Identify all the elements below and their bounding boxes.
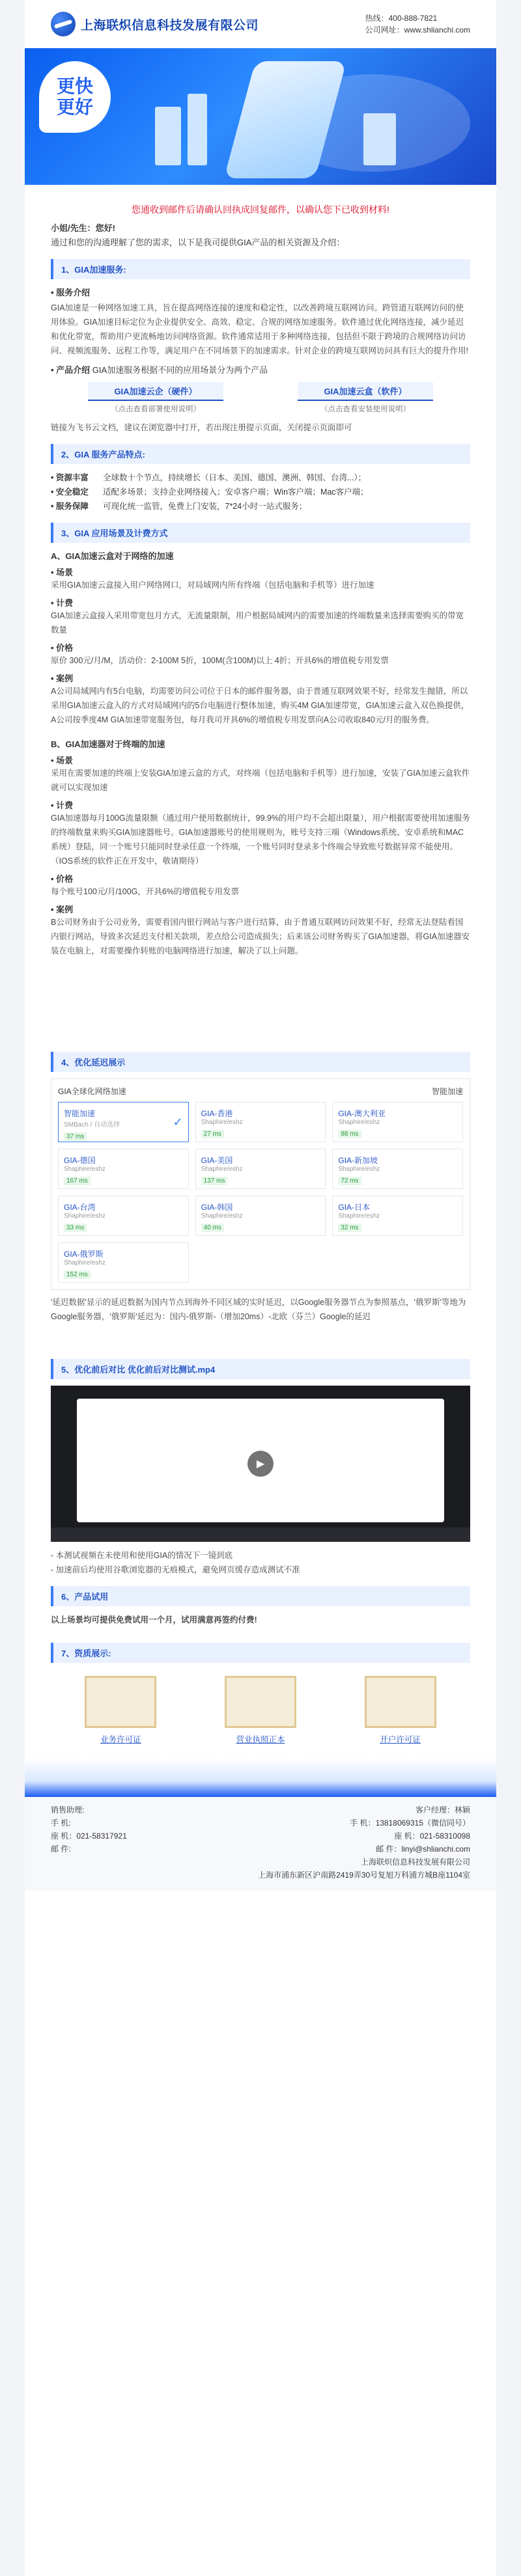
label: • 场景 bbox=[51, 568, 74, 577]
latency-badge: 40 ms bbox=[201, 1224, 224, 1232]
product-links bbox=[51, 382, 470, 414]
node-name: GIA-俄罗斯 bbox=[64, 1250, 104, 1259]
header-contact bbox=[365, 12, 470, 36]
node-name: GIA-台湾 bbox=[64, 1203, 96, 1212]
scenario-b-case: B公司财务由于公司业务，需要看国内银行网站与客户进行结算，由于普通互联网访问效果不好，经常无法登陆看国内银行网站，导致多次延迟支付相关款项，差点给公司造成损失；后来该公司财务购买了GIA加速器，将GIA加速器安装在电脑上，对需要操作转账的电脑网络进行加速，解决了以上问题。 bbox=[51, 918, 470, 955]
feature-row: • 资源丰富 全球数十个节点，持续增长（日本、美国、德国、澳洲、韩国、台湾...）； bbox=[51, 473, 367, 482]
scenario-b-title: B、GIA加速器对于终端的加速 bbox=[51, 739, 165, 749]
link-tip: 链接为飞书云文档，建议在浏览器中打开，若出现注册提示页面，关闭提示页面即可 bbox=[51, 423, 352, 432]
greeting: 小姐/先生：您好! bbox=[51, 223, 115, 233]
label: • 价格 bbox=[51, 643, 74, 653]
certificate-image bbox=[365, 1676, 436, 1728]
latency-badge: 32 ms bbox=[338, 1224, 361, 1232]
product-intro-title: • 产品介绍 GIA加速服务根据不同的应用场景分为两个产品 bbox=[51, 365, 268, 375]
latency-badge: 33 ms bbox=[64, 1224, 87, 1232]
node-sub: Shaphire/eshz bbox=[64, 1213, 106, 1220]
scenario-a-bill: GIA加速云盒接入采用带宽包月方式，无流量限制，用户根据局域网内的需要加速的终端数量来选择需要购买的带宽数量 bbox=[51, 611, 464, 635]
logo-icon bbox=[51, 12, 76, 36]
cert-label[interactable]: 开户许可证 bbox=[380, 1735, 421, 1744]
node-card[interactable] bbox=[195, 1102, 326, 1142]
building-shape bbox=[155, 107, 181, 165]
node-name: GIA-美国 bbox=[201, 1156, 233, 1165]
spacer bbox=[51, 958, 470, 1043]
cert-charter[interactable] bbox=[225, 1676, 296, 1745]
scenario-a-title: A、GIA加速云盒对于网络的加速 bbox=[51, 551, 174, 561]
hotline: 热线：400-888-7821 bbox=[365, 14, 438, 23]
label: • 计费 bbox=[51, 801, 74, 810]
email-page bbox=[25, 0, 496, 2576]
video-note-1: - 本测试视频在未使用和使用GIA的情况下一镜到底 bbox=[51, 1551, 233, 1560]
service-intro-text: GIA加速是一种网络加速工具，旨在提高网络连接的速度和稳定性，以改善跨境互联网访问。跨管道互联网访问的使用体验。GIA加速目标定位为企业提供安全、高效、稳定、合规的网络加速服务。软件通过优化网络连接，减少延迟和优化带宽，帮助用户更流畅地访问网络资源。软件通常适用于多种网络连接，包括但不限于跨境的合规网络访问访问、视频流服务、远程工作等，满足用户在不同场景下的加速需求。针对企业的跨境互联网访问具有巨大的提升作用! bbox=[51, 303, 468, 355]
slogan-line-2: 更好 bbox=[56, 97, 93, 117]
section-1-title: 1、GIA加速服务: bbox=[51, 259, 470, 279]
section-5-title[interactable]: 5、优化前后对比 优化前后对比测试.mp4 bbox=[51, 1359, 470, 1379]
node-name: GIA-德国 bbox=[64, 1156, 96, 1165]
product-link-hardware bbox=[88, 382, 223, 414]
node-sub: Shaphire/eshz bbox=[64, 1259, 106, 1267]
node-sub: SMBach / 自动选择 bbox=[64, 1121, 120, 1129]
manager-name: 客户经理：林颖 bbox=[415, 1805, 470, 1815]
sales-mail: 邮 件: bbox=[51, 1844, 71, 1854]
latency-badge: 137 ms bbox=[201, 1177, 228, 1185]
play-icon[interactable]: ▶ bbox=[247, 1451, 274, 1477]
label: • 案例 bbox=[51, 905, 74, 914]
footer-right bbox=[258, 1803, 470, 1882]
feature-row: • 服务保障 可现化统一监管，免费上门安装，7*24小时一站式服务； bbox=[51, 502, 307, 511]
sales-phone: 手 机: bbox=[51, 1818, 71, 1828]
manager-tel: 座 机：021-58310098 bbox=[394, 1831, 470, 1841]
building-shape bbox=[363, 113, 396, 165]
slogan-bubble bbox=[39, 61, 111, 133]
cert-label[interactable]: 业务许可证 bbox=[100, 1735, 141, 1744]
node-card[interactable] bbox=[332, 1196, 463, 1236]
service-intro-title: • 服务介绍 bbox=[51, 288, 91, 297]
node-sub: Shaphire/eshz bbox=[338, 1166, 380, 1173]
latency-badge: 167 ms bbox=[64, 1177, 91, 1185]
node-card[interactable] bbox=[58, 1149, 189, 1189]
latency-badge: 72 ms bbox=[338, 1177, 361, 1185]
footer bbox=[25, 1797, 496, 1891]
label: • 价格 bbox=[51, 874, 74, 884]
website-link[interactable]: 公司网址：www.shlianchi.com bbox=[365, 25, 470, 34]
label: • 计费 bbox=[51, 598, 74, 608]
node-sub: Shaphire/eshz bbox=[338, 1119, 380, 1126]
latency-badge: 27 ms bbox=[201, 1130, 224, 1138]
node-name: 智能加速 bbox=[64, 1109, 96, 1118]
company-name: 上海联炽信息科技发展有限公司 bbox=[81, 18, 259, 33]
hardware-link[interactable]: GIA加速云企（硬件） bbox=[88, 382, 223, 401]
screenshot-header bbox=[58, 1086, 463, 1097]
section-7-title: 7、资质展示: bbox=[51, 1643, 470, 1663]
scenario-b-price: 每个账号100元/月/100G，开具6%的增值税专用发票 bbox=[51, 887, 239, 896]
node-name: GIA-澳大利亚 bbox=[338, 1109, 386, 1118]
latency-note: '延迟数据'显示的延迟数据为国内节点到海外不同区域的实时延迟，以Google服务器节点为参照基点，'俄罗斯'等地为Google服务器，'俄罗斯'延迟为：国内-俄罗斯-（增加20ms）-北欧（芬兰）Google的延迟 bbox=[51, 1298, 466, 1321]
footer-wave bbox=[25, 1758, 496, 1797]
scenario-a-scene: 采用GIA加速云盒接入用户网络网口，对局域网内所有终端（包括电脑和手机等）进行加速 bbox=[51, 581, 374, 590]
product-link-software bbox=[298, 382, 432, 414]
node-card[interactable] bbox=[195, 1149, 326, 1189]
node-name: GIA-新加坡 bbox=[338, 1156, 378, 1165]
cert-bank[interactable] bbox=[365, 1676, 436, 1745]
company-logo bbox=[51, 12, 259, 36]
screenshot-mode: 智能加速 bbox=[431, 1087, 463, 1096]
sales-tel: 座 机：021-58317921 bbox=[51, 1831, 127, 1841]
latency-badge: 152 ms bbox=[64, 1270, 91, 1279]
section-4-title: 4、优化延迟展示 bbox=[51, 1052, 470, 1072]
footer-left bbox=[51, 1803, 127, 1882]
certificates bbox=[51, 1676, 470, 1745]
certificate-image bbox=[225, 1676, 296, 1728]
node-card[interactable] bbox=[195, 1196, 326, 1236]
feature-row: • 安全稳定 适配多场景；支持企业网络接入；安卓客户端；Win客户端；Mac客户端； bbox=[51, 487, 369, 497]
node-card[interactable] bbox=[332, 1149, 463, 1189]
node-name: GIA-韩国 bbox=[201, 1203, 233, 1212]
node-card[interactable] bbox=[332, 1102, 463, 1142]
hero-banner bbox=[25, 48, 496, 185]
sales-label: 销售助理: bbox=[51, 1805, 85, 1815]
node-card[interactable] bbox=[58, 1102, 189, 1142]
node-name: GIA-香港 bbox=[201, 1109, 233, 1118]
section-3-title: 3、GIA 应用场景及计费方式 bbox=[51, 523, 470, 543]
scenario-a-case: A公司局域网内有5台电脑，均需要访问公司位于日本的邮件服务器，由于普通互联网效果不好，经常发生抛错，所以采用GIA加速云盒入的方式对局域网内的5台电脑进行整体加速，购买4M GIA加速带宽，GIA加速云盒入双色换提供，A公司按季度4M GIA加速带宽服务包，每月我司开具6%的增值税专用发票向A公司收取840元/月的服务费。 bbox=[51, 687, 470, 724]
node-sub: Shaphire/eshz bbox=[201, 1166, 243, 1173]
check-icon: ✓ bbox=[173, 1116, 183, 1129]
video-controls[interactable] bbox=[51, 1528, 470, 1542]
slogan-line-1: 更快 bbox=[56, 76, 93, 96]
cert-label[interactable]: 营业执照正本 bbox=[236, 1735, 285, 1744]
manager-mail[interactable]: 邮 件：linyi@shlianchi.com bbox=[376, 1844, 470, 1854]
node-sub: Shaphire/eshz bbox=[64, 1166, 106, 1173]
node-sub: Shaphire/eshz bbox=[338, 1213, 380, 1220]
footer-company: 上海联炽信息科技发展有限公司 bbox=[360, 1857, 470, 1867]
software-link[interactable]: GIA加速云盒（软件） bbox=[298, 382, 432, 401]
software-link-sub: （点击查看安装使用说明） bbox=[320, 405, 410, 413]
scenario-a-price: 原价 300元/月/M，活动价：2-100M 5折，100M(含100M)以上 4折；开具6%的增值税专用发票 bbox=[51, 656, 389, 665]
certificate-image bbox=[85, 1676, 156, 1728]
node-name: GIA-日本 bbox=[338, 1203, 370, 1212]
latency-badge: 88 ms bbox=[338, 1130, 361, 1138]
header bbox=[25, 0, 496, 48]
scenario-b-scene: 采用在需要加速的终端上安装GIA加速云盒的方式，对终端（包括电脑和手机等）进行加速，安装了GIA加速云盒软件就可以实现加速 bbox=[51, 769, 470, 792]
latency-badge: 37 ms bbox=[64, 1132, 87, 1141]
node-card[interactable] bbox=[58, 1242, 189, 1283]
comparison-video[interactable] bbox=[51, 1386, 470, 1542]
spacer bbox=[51, 1324, 470, 1350]
node-sub: Shaphire/eshz bbox=[201, 1119, 243, 1126]
trial-text: 以上场景均可提供免费试用一个月，试用满意再签约付费! bbox=[51, 1615, 257, 1624]
label: • 案例 bbox=[51, 674, 74, 683]
building-shape bbox=[188, 94, 207, 165]
video-note-2: - 加速前后均使用谷歌浏览器的无痕模式，避免网页缓存造成测试不准 bbox=[51, 1565, 300, 1574]
hardware-link-sub: （点击查看部署使用说明） bbox=[111, 405, 201, 413]
node-sub: Shaphire/eshz bbox=[201, 1213, 243, 1220]
node-grid bbox=[58, 1102, 463, 1283]
footer-address: 上海市浦东新区沪南路2419弄30号复旭万科浦方城B座1104室 bbox=[258, 1870, 470, 1880]
scenario-b-bill: GIA加速器每月100G流量限额（通过用户使用数据统计，99.9%的用户均不会超出限量），用户根据需要使用加速服务的终端数量来购买GIA加速器账号。GIA加速器账号的使用规则为，账号支持三端（Windows系统、安卓系统和MAC系统）登陆，同一个账号只能同时登录任意一个终端，一个账号同时登录多个终端会导致账号数据异常不能使用。（IOS系统的软件正在开发中，敬请期待） bbox=[51, 814, 470, 866]
section-2-title: 2、GIA 服务产品特点: bbox=[51, 444, 470, 464]
node-card[interactable] bbox=[58, 1196, 189, 1236]
label: • 场景 bbox=[51, 756, 74, 765]
node-latency-screenshot bbox=[51, 1078, 470, 1290]
intro-text: 通过和您的沟通理解了您的需求，以下是我司提供GIA产品的相关资源及介绍： bbox=[51, 238, 345, 247]
cert-business-license[interactable] bbox=[85, 1676, 156, 1745]
screenshot-title: GIA全球化网络加速 bbox=[58, 1087, 126, 1096]
manager-phone: 手 机：13818069315（微信同号） bbox=[350, 1818, 470, 1828]
notice-text: 您通收到邮件后请确认回执成回复邮件，以确认您下已收到材料! bbox=[132, 204, 389, 215]
section-6-title: 6、产品试用 bbox=[51, 1586, 470, 1606]
